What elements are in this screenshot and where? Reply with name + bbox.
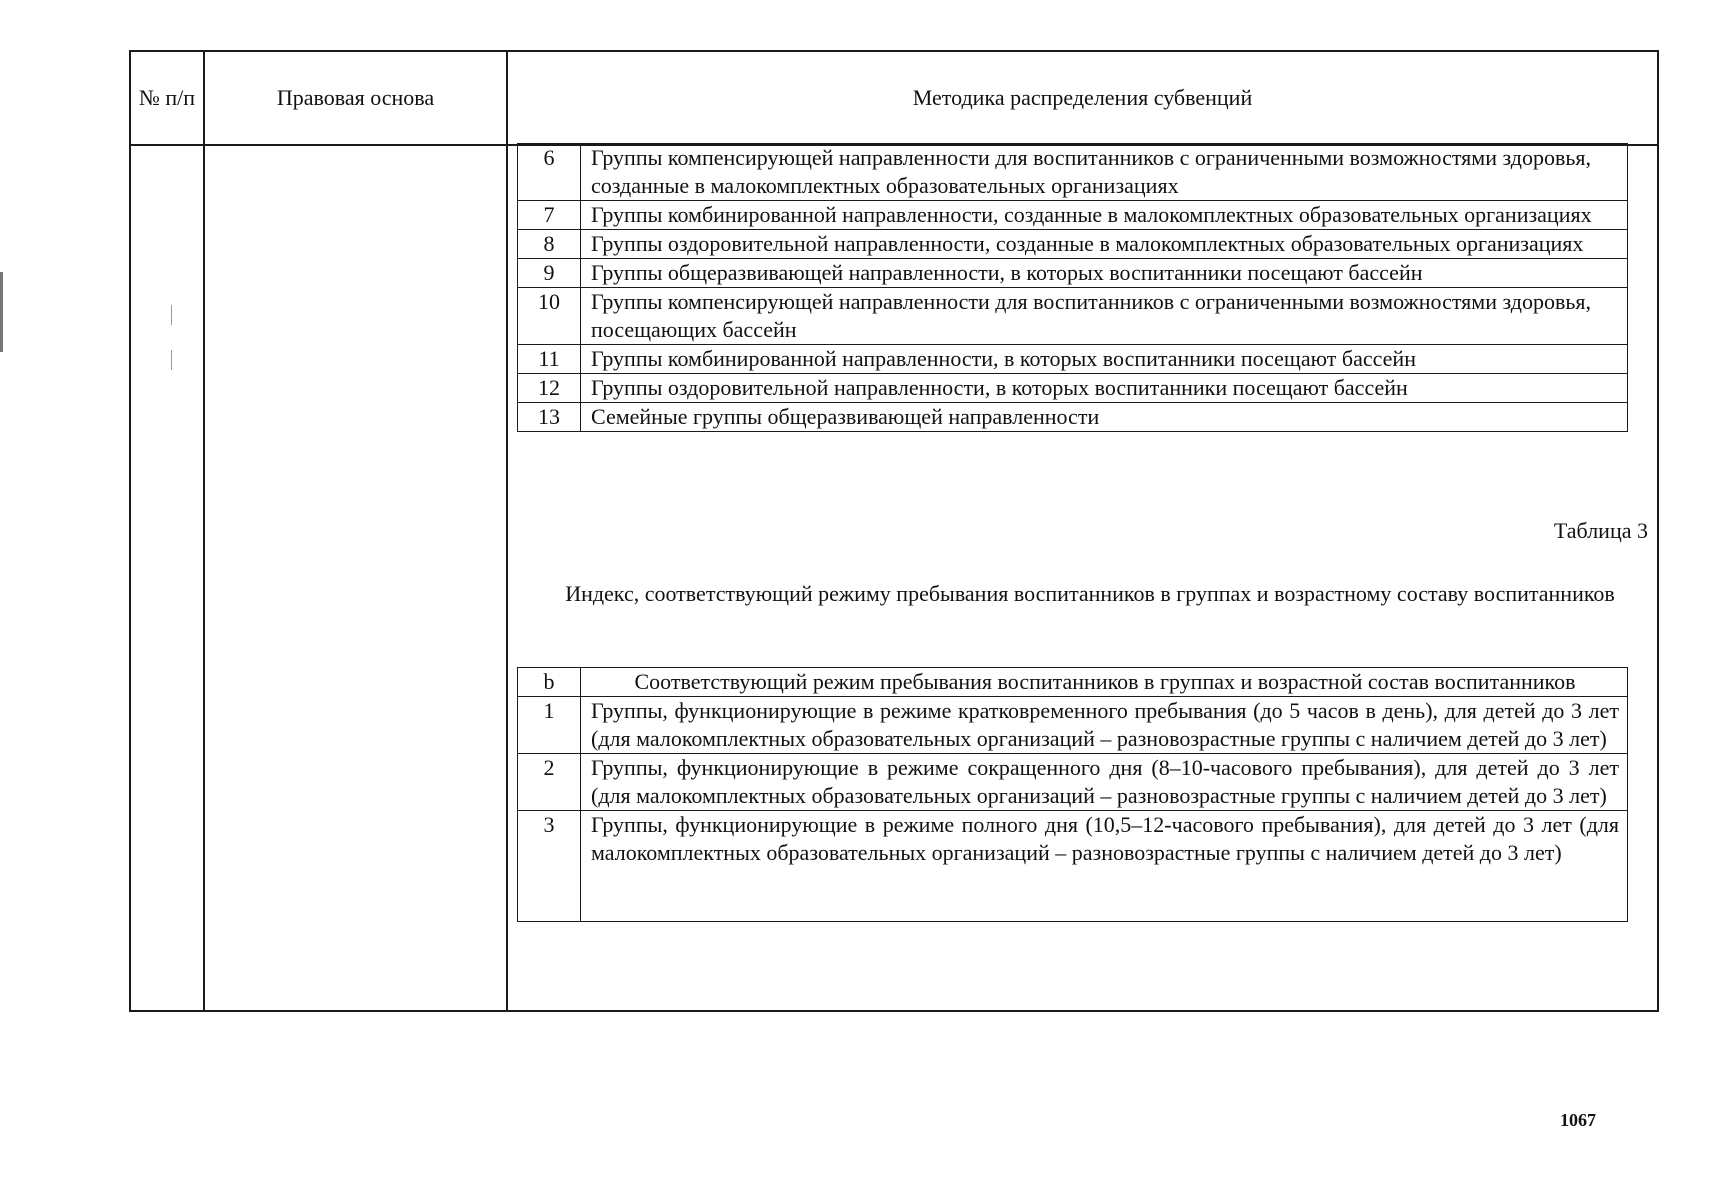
scan-artifact <box>171 350 172 370</box>
row-num: 11 <box>518 345 581 374</box>
column-divider <box>203 52 205 1010</box>
row-num: 2 <box>518 754 581 811</box>
header-legal-basis: Правовая основа <box>276 84 435 110</box>
row-num: 1 <box>518 697 581 754</box>
page-number: 1067 <box>1560 1110 1596 1130</box>
table-row <box>518 697 1628 754</box>
row-text: Группы комбинированной направленности, созданные в малокомплектных образовательных организациях <box>581 201 1628 230</box>
row-text: Группы оздоровительной направленности, созданные в малокомплектных образовательных организациях <box>581 230 1628 259</box>
group-type-table <box>517 143 1628 432</box>
table-row <box>518 144 1628 201</box>
header-method: Методика распределения субвенций <box>912 84 1253 110</box>
row-num: 8 <box>518 230 581 259</box>
row-num: 7 <box>518 201 581 230</box>
table-row <box>518 259 1628 288</box>
row-text: Группы, функционирующие в режиме кратковременного пребывания (до 5 часов в день), для детей до 3 лет (для малокомплектных образовательных организаций – разновозрастные группы с наличием детей до 3 лет) <box>581 697 1628 754</box>
row-text: Группы общеразвивающей направленности, в которых воспитанники посещают бассейн <box>581 259 1628 288</box>
table-row <box>518 811 1628 922</box>
row-num: 10 <box>518 288 581 345</box>
table-row <box>518 403 1628 432</box>
table-header-row <box>518 668 1628 697</box>
table-row <box>518 288 1628 345</box>
table-row <box>518 201 1628 230</box>
header-num: № п/п <box>138 84 196 110</box>
row-num: 9 <box>518 259 581 288</box>
regime-column-header: Соответствующий режим пребывания воспитанников в группах и возрастной состав воспитанников <box>581 668 1628 697</box>
row-num: 6 <box>518 144 581 201</box>
regime-index-table <box>517 667 1628 922</box>
row-text: Группы компенсирующей направленности для воспитанников с ограниченными возможностями здоровья, посещающих бассейн <box>581 288 1628 345</box>
row-text: Группы компенсирующей направленности для воспитанников с ограниченными возможностями здоровья, созданные в малокомплектных образовательных организациях <box>581 144 1628 201</box>
row-num: 12 <box>518 374 581 403</box>
main-table-header <box>131 52 1657 146</box>
row-text: Группы, функционирующие в режиме сокращенного дня (8–10-часового пребывания), для детей до 3 лет (для малокомплектных образовательных организаций – разновозрастные группы с наличием детей до 3 лет) <box>581 754 1628 811</box>
scan-artifact <box>0 272 3 352</box>
table-row <box>518 345 1628 374</box>
row-num: 13 <box>518 403 581 432</box>
row-text: Семейные группы общеразвивающей направленности <box>581 403 1628 432</box>
table-row <box>518 754 1628 811</box>
row-text: Группы, функционирующие в режиме полного дня (10,5–12-часового пребывания), для детей до 3 лет (для малокомплектных образовательных организаций – разновозрастные группы с наличием детей до 3 лет) <box>581 811 1628 922</box>
row-num: 3 <box>518 811 581 922</box>
table-3-title: Индекс, соответствующий режиму пребывания воспитанников в группах и возрастному составу воспитанников <box>565 581 1615 606</box>
row-text: Группы оздоровительной направленности, в которых воспитанники посещают бассейн <box>581 374 1628 403</box>
scan-artifact <box>171 305 172 325</box>
row-text: Группы комбинированной направленности, в которых воспитанники посещают бассейн <box>581 345 1628 374</box>
table-row <box>518 374 1628 403</box>
table-row <box>518 230 1628 259</box>
index-column-header: b <box>518 668 581 697</box>
column-divider <box>506 52 508 1010</box>
table-3-caption: Таблица 3 <box>1553 518 1648 543</box>
